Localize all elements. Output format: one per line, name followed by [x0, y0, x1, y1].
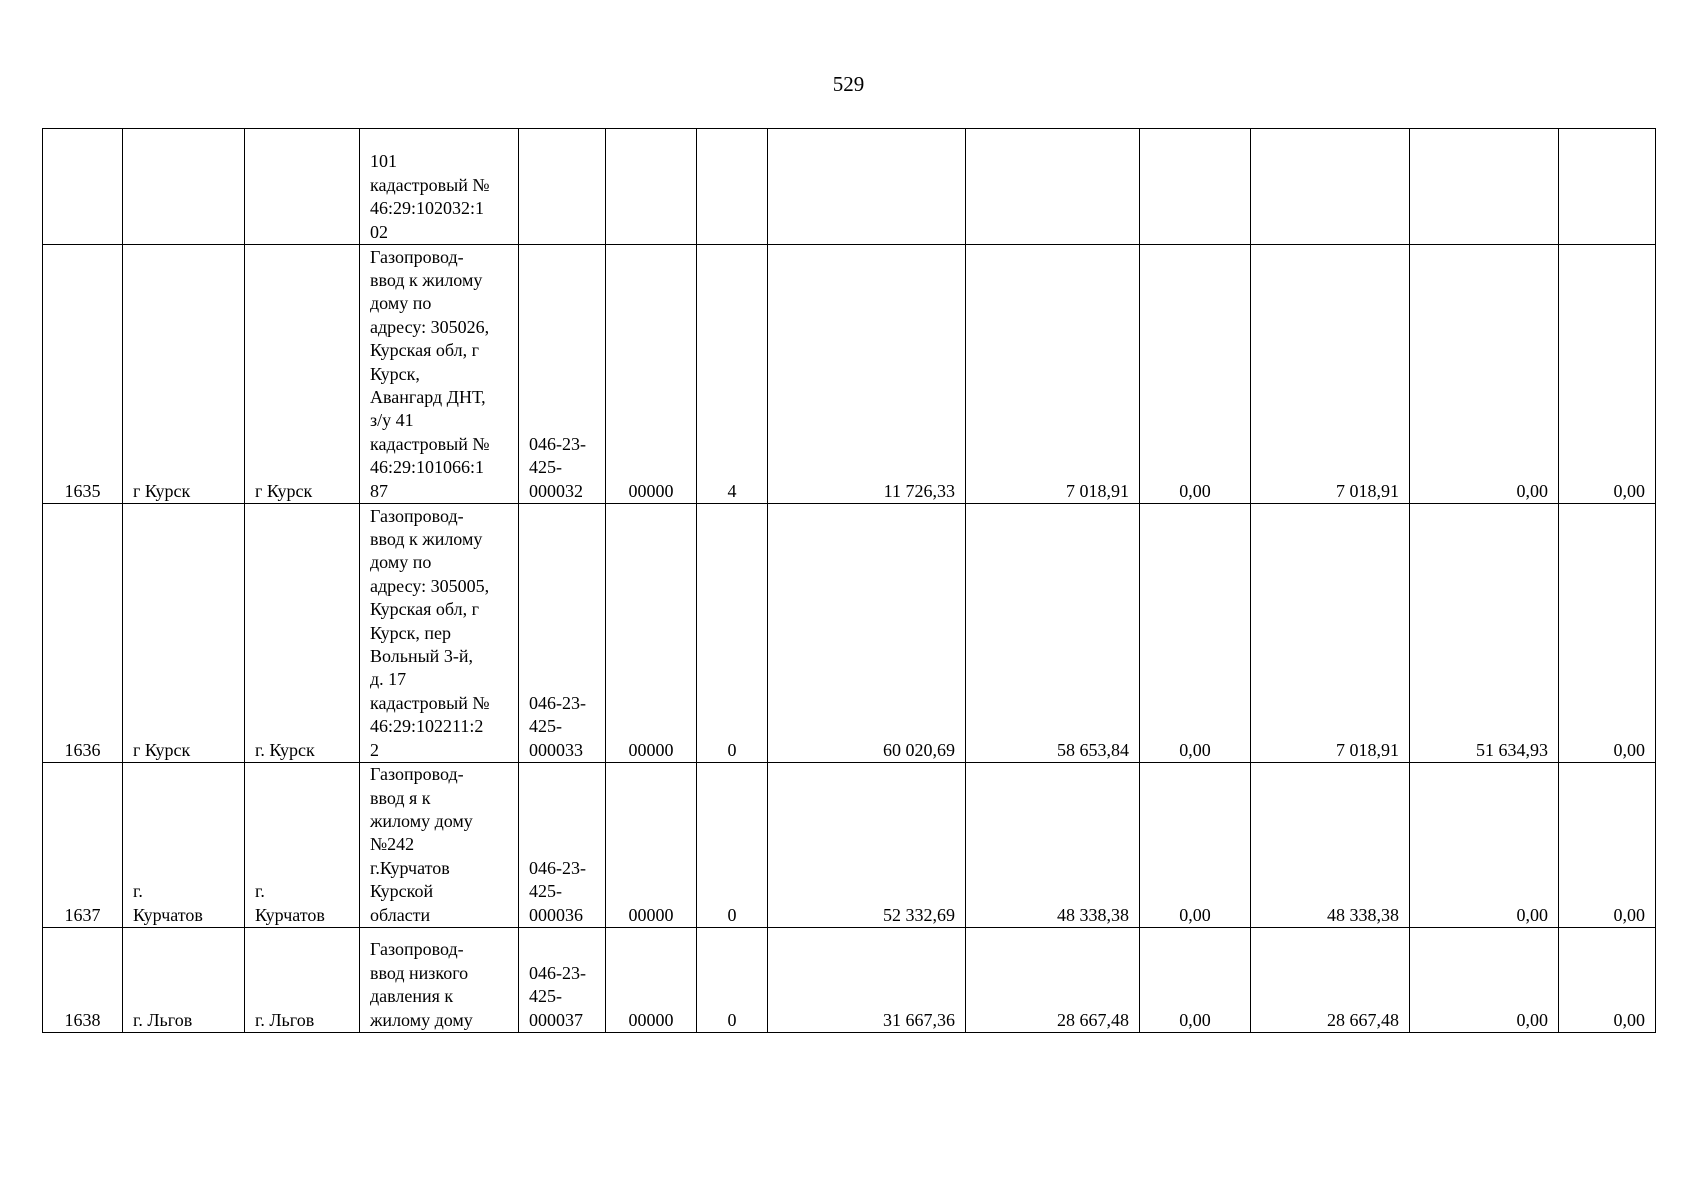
value-cell-3: 0,00 [1140, 245, 1251, 504]
table-row [43, 245, 1656, 504]
value-cell-2: 48 338,38 [966, 763, 1140, 928]
value-cell-2: 28 667,48 [966, 928, 1140, 1033]
value-cell-3 [1140, 129, 1251, 245]
qty-cell [697, 129, 768, 245]
code-cell: 046-23- 425- 000033 [519, 504, 606, 763]
table-row [43, 928, 1656, 1033]
row-number: 1638 [43, 928, 123, 1033]
qty-cell: 4 [697, 245, 768, 504]
qty-cell: 0 [697, 763, 768, 928]
value-cell-6: 0,00 [1559, 763, 1656, 928]
value-cell-3: 0,00 [1140, 763, 1251, 928]
group-cell [606, 129, 697, 245]
page-number: 529 [832, 72, 865, 96]
code-cell: 046-23- 425- 000036 [519, 763, 606, 928]
value-cell-5 [1410, 129, 1559, 245]
value-cell-5: 51 634,93 [1410, 504, 1559, 763]
value-cell-1 [768, 129, 966, 245]
code-cell: 046-23- 425- 000032 [519, 245, 606, 504]
value-cell-1: 52 332,69 [768, 763, 966, 928]
locality-cell: г Курск [123, 504, 245, 763]
code-cell: 046-23- 425- 000037 [519, 928, 606, 1033]
row-number [43, 129, 123, 245]
locality-cell: г. Курчатов [123, 763, 245, 928]
value-cell-6: 0,00 [1559, 504, 1656, 763]
value-cell-4: 28 667,48 [1251, 928, 1410, 1033]
value-cell-2: 7 018,91 [966, 245, 1140, 504]
group-cell: 00000 [606, 928, 697, 1033]
locality-cell: г. Льгов [123, 928, 245, 1033]
value-cell-4 [1251, 129, 1410, 245]
value-cell-5: 0,00 [1410, 763, 1559, 928]
value-cell-3: 0,00 [1140, 504, 1251, 763]
table-row [43, 763, 1656, 928]
group-cell: 00000 [606, 504, 697, 763]
description-cell: 101 кадастровый № 46:29:102032:1 02 [360, 129, 519, 245]
locality-cell: г Курск [123, 245, 245, 504]
description-cell: Газопровод- ввод к жилому дому по адресу: 305005, Курская обл, г Курск, пер Вольный 3-й, д. 17 кадастровый № 46:29:102211:2 2 [360, 504, 519, 763]
value-cell-4: 7 018,91 [1251, 245, 1410, 504]
settlement-cell: г. Льгов [245, 928, 360, 1033]
value-cell-2 [966, 129, 1140, 245]
value-cell-3: 0,00 [1140, 928, 1251, 1033]
description-cell: Газопровод- ввод к жилому дому по адресу: 305026, Курская обл, г Курск, Авангард ДНТ, з/у 41 кадастровый № 46:29:101066:1 87 [360, 245, 519, 504]
settlement-cell: г. Курчатов [245, 763, 360, 928]
value-cell-1: 11 726,33 [768, 245, 966, 504]
description-cell: Газопровод- ввод я к жилому дому №242 г.Курчатов Курской области [360, 763, 519, 928]
value-cell-5: 0,00 [1410, 928, 1559, 1033]
qty-cell: 0 [697, 928, 768, 1033]
value-cell-1: 60 020,69 [768, 504, 966, 763]
settlement-cell [245, 129, 360, 245]
locality-cell [123, 129, 245, 245]
description-cell: Газопровод- ввод низкого давления к жилому дому [360, 928, 519, 1033]
row-number: 1637 [43, 763, 123, 928]
value-cell-2: 58 653,84 [966, 504, 1140, 763]
qty-cell: 0 [697, 504, 768, 763]
value-cell-1: 31 667,36 [768, 928, 966, 1033]
registry-table [42, 128, 1656, 1033]
value-cell-6 [1559, 129, 1656, 245]
value-cell-6: 0,00 [1559, 245, 1656, 504]
table-row [43, 504, 1656, 763]
settlement-cell: г. Курск [245, 504, 360, 763]
value-cell-4: 48 338,38 [1251, 763, 1410, 928]
row-number: 1636 [43, 504, 123, 763]
settlement-cell: г Курск [245, 245, 360, 504]
group-cell: 00000 [606, 763, 697, 928]
value-cell-4: 7 018,91 [1251, 504, 1410, 763]
code-cell [519, 129, 606, 245]
value-cell-5: 0,00 [1410, 245, 1559, 504]
row-number: 1635 [43, 245, 123, 504]
value-cell-6: 0,00 [1559, 928, 1656, 1033]
table-row [43, 129, 1656, 245]
group-cell: 00000 [606, 245, 697, 504]
